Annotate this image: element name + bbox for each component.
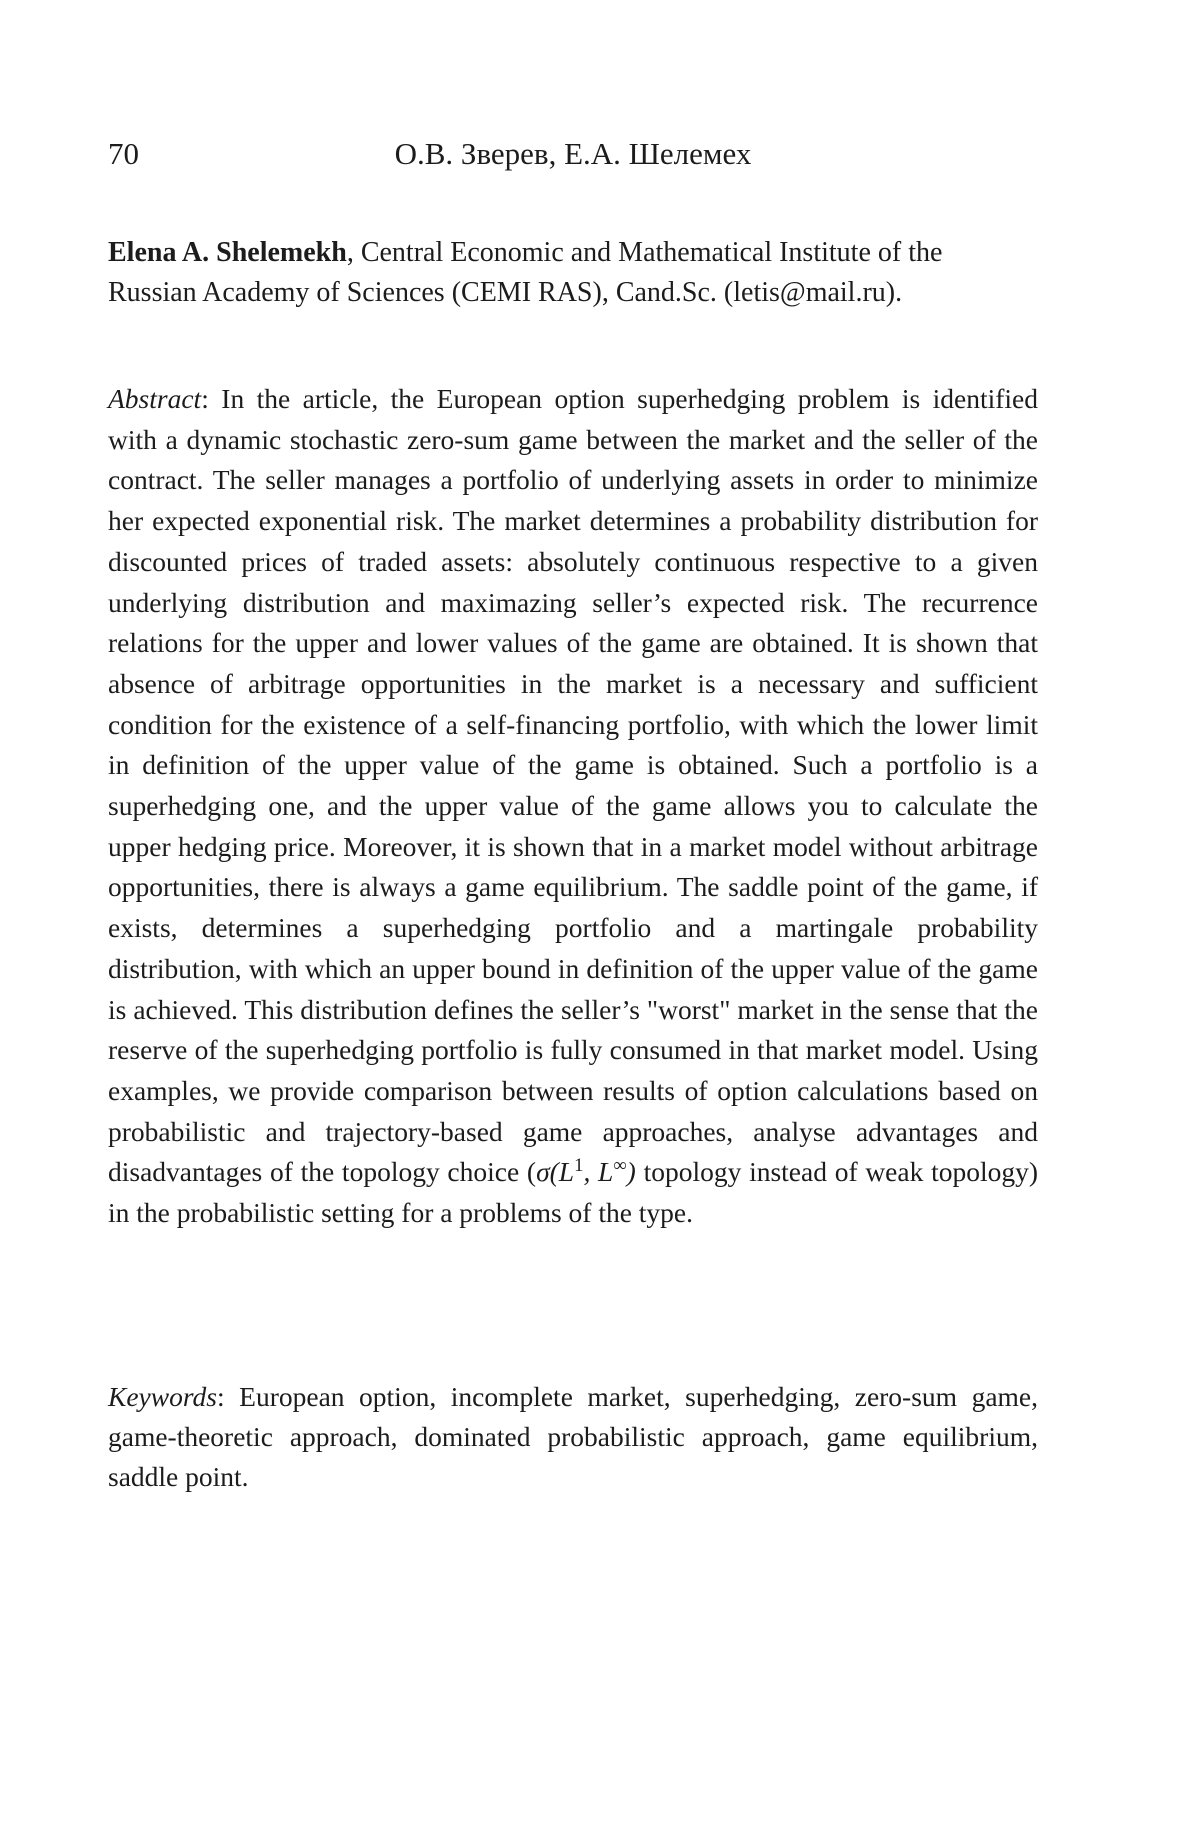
- author-block: [108, 233, 1038, 313]
- keywords-paragraph: [108, 1377, 1038, 1497]
- formula-mid: , L: [583, 1156, 614, 1188]
- abstract-separator: :: [201, 383, 222, 414]
- running-head-title: О.В. Зверев, Е.А. Шелемех: [394, 136, 752, 171]
- formula-suffix: ): [626, 1156, 636, 1188]
- page-number: 70: [108, 136, 139, 171]
- formula-superscript-one: 1: [574, 1155, 584, 1177]
- author-name: Elena A. Shelemekh: [108, 237, 347, 268]
- math-formula-sigma-l1-linf: [536, 1156, 636, 1187]
- keywords-separator: :: [216, 1381, 240, 1412]
- keywords-body: European option, incomplete market, superhedging, zero-sum game, game-theoretic approach, dominated probabilistic approach, game equilibrium, saddle point.: [108, 1381, 1039, 1492]
- abstract-body-before-formula: In the article, the European option superhedging problem is identified with a dynamic stochastic zero-sum game between the market and the seller of the contract. The seller manages a portfolio of underlying assets in order to minimize her expected exponential risk. The market determines a probability distribution for discounted prices of traded assets: absolutely continuous respective to a given underlying distribution and maximazing seller’s expected risk. The recurrence relations for the upper and lower values of the game are obtained. It is shown that absence of arbitrage opportunities in the market is a necessary and sufficient condition for the existence of a self-financing portfolio, with which the lower limit in definition of the upper value of the game is obtained. Such a portfolio is a superhedging one, and the upper value of the game allows you to calculate the upper hedging price. Moreover, it is shown that in a market model without arbitrage opportunities, there is always a game equilibrium. The saddle point of the game, if exists, determines a superhedging portfolio and a martingale probability distribution, with which an upper bound in definition of the upper value of the game is achieved. This distribution defines the seller’s "worst" market in the sense that the reserve of the superhedging portfolio is fully consumed in that market model. Using examples, we provide comparison between results of option calculations based on probabilistic and trajectory-based game approaches, analyse advantages and disadvantages of the topology choice (: [108, 383, 1038, 1188]
- abstract-label: Abstract: [108, 383, 202, 414]
- formula-prefix: σ(L: [536, 1156, 575, 1188]
- author-affiliation: , Central Economic and Mathematical Institute of the Russian Academy of Sciences (CEMI RAS), Cand.Sc. (letis@mail.ru).: [108, 237, 943, 308]
- keywords-label: Keywords: [108, 1381, 217, 1412]
- formula-superscript-infinity: ∞: [613, 1155, 627, 1177]
- running-head: [108, 132, 1038, 176]
- abstract-body-after-formula: topology instead of weak topology) in the probabilistic setting for a problems of the type.: [108, 1156, 1039, 1229]
- abstract-paragraph: [108, 379, 1038, 1234]
